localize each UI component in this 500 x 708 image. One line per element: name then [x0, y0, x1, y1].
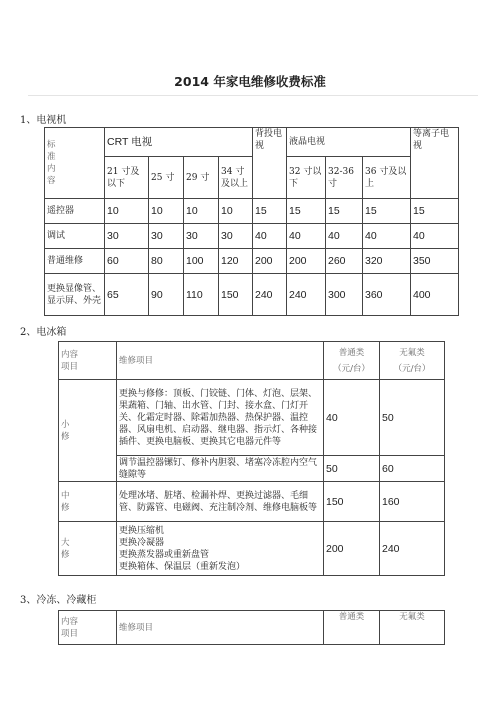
fridge-minor-repair-label: 小 修: [59, 380, 117, 482]
price-cell: 50: [324, 456, 380, 482]
fridge-normal-label: 普通类: [338, 347, 365, 358]
price-cell: 15: [253, 199, 287, 224]
price-cell: 15: [363, 199, 411, 224]
tv-group-rear-projection: 背投电视: [253, 128, 287, 199]
row-label: 更换显像管、显示屏、外壳: [45, 274, 105, 316]
tv-size-header: 36 寸及以上: [363, 157, 411, 199]
price-cell: 120: [219, 249, 253, 274]
price-cell: 80: [149, 249, 184, 274]
price-cell: 60: [105, 249, 149, 274]
tv-group-crt: CRT 电视: [105, 128, 253, 157]
price-cell: 360: [363, 274, 411, 316]
price-cell: 200: [324, 522, 380, 576]
freezer-nofluor-header: 无氟类: [380, 611, 445, 645]
table-row: [59, 380, 445, 456]
repair-desc: 更换压缩机 更换冷凝器 更换蒸发器或重新盘管 更换箱体、保温层（重新发泡）: [117, 522, 324, 576]
row-label: 遥控器: [45, 199, 105, 224]
tv-group-lcd: 液晶电视: [287, 128, 411, 157]
freezer-price-table: [58, 610, 445, 645]
price-cell: 10: [184, 199, 219, 224]
price-cell: 300: [326, 274, 363, 316]
fridge-items-header: 维修项目: [117, 342, 324, 380]
table-row: [45, 249, 459, 274]
tv-group-plasma: 等离子电视: [411, 128, 459, 199]
price-cell: 260: [326, 249, 363, 274]
price-cell: 350: [411, 249, 459, 274]
price-cell: 10: [105, 199, 149, 224]
page-title: 2014 年家电维修收费标准: [174, 74, 326, 89]
price-cell: 60: [380, 456, 445, 482]
repair-desc: 处理冰堵、脏堵、检漏补焊、更换过滤器、毛细管、防露管、电磁阀、充注制冷剂、维修电脑板等: [117, 482, 324, 522]
price-cell: 30: [149, 224, 184, 249]
fridge-normal-header: [324, 342, 380, 380]
tv-size-header: 21 寸及以下: [105, 157, 149, 199]
fridge-normal-unit: （元/台）: [333, 363, 370, 374]
price-cell: 15: [287, 199, 326, 224]
price-cell: 200: [253, 249, 287, 274]
fridge-corner-header: 内容 项目: [59, 342, 117, 380]
row-label: 调试: [45, 224, 105, 249]
section-heading-freezer: 3、冷冻、冷藏柜: [20, 595, 97, 606]
price-cell: 40: [326, 224, 363, 249]
table-row: [59, 482, 445, 522]
tv-size-header: 25 寸: [149, 157, 184, 199]
fridge-major-repair-label: 大 修: [59, 522, 117, 576]
freezer-items-header: 维修项目: [117, 611, 324, 645]
fridge-medium-repair-label: 中 修: [59, 482, 117, 522]
title-divider: [28, 95, 478, 96]
fridge-nofluor-unit: （元/台）: [393, 363, 431, 374]
repair-desc: 调节温控器镙钉、修补内胆裂、堵塞冷冻腔内空气缝隙等: [117, 456, 324, 482]
price-cell: 90: [149, 274, 184, 316]
repair-desc: 更换与修修：顶板、门铰链、门体、灯泡、层架、果蔬箱、门轴、出水管、门封、接水盒、门灯开关、化霜定时器、除霜加热器、热保护器、温控器、风扇电机、启动器、继电器、指示灯、各种接插件、更换电脑板、更换其它电器元件等: [117, 380, 324, 456]
fridge-nofluor-header: [380, 342, 445, 380]
freezer-normal-header: 普通类: [324, 611, 380, 645]
price-cell: 40: [253, 224, 287, 249]
price-cell: 10: [149, 199, 184, 224]
price-cell: 110: [184, 274, 219, 316]
price-cell: 150: [324, 482, 380, 522]
price-cell: 160: [380, 482, 445, 522]
price-cell: 40: [324, 380, 380, 456]
tv-corner-header: 标 准 内 容: [45, 128, 105, 199]
table-row: [45, 199, 459, 224]
price-cell: 240: [380, 522, 445, 576]
table-row: [59, 456, 445, 482]
price-cell: 30: [105, 224, 149, 249]
section-heading-tv: 1、电视机: [20, 115, 67, 126]
table-row: [59, 522, 445, 576]
fridge-nofluor-label: 无氟类: [399, 347, 425, 358]
price-cell: 200: [287, 249, 326, 274]
price-cell: 240: [287, 274, 326, 316]
section-heading-fridge: 2、电冰箱: [20, 327, 67, 338]
price-cell: 30: [219, 224, 253, 249]
tv-size-header: 34 寸及以上: [219, 157, 253, 199]
price-cell: 65: [105, 274, 149, 316]
tv-size-header: 32-36 寸: [326, 157, 363, 199]
price-cell: 50: [380, 380, 445, 456]
price-cell: 100: [184, 249, 219, 274]
price-cell: 320: [363, 249, 411, 274]
price-cell: 400: [411, 274, 459, 316]
price-cell: 240: [253, 274, 287, 316]
price-cell: 40: [363, 224, 411, 249]
price-cell: 40: [287, 224, 326, 249]
fridge-price-table: [58, 341, 445, 576]
tv-price-table: [44, 127, 459, 316]
price-cell: 15: [326, 199, 363, 224]
freezer-corner-header: 内容 项目: [59, 611, 117, 645]
table-row: [45, 274, 459, 316]
row-label: 普通维修: [45, 249, 105, 274]
price-cell: 150: [219, 274, 253, 316]
tv-size-header: 29 寸: [184, 157, 219, 199]
table-row: [45, 224, 459, 249]
price-cell: 30: [184, 224, 219, 249]
price-cell: 10: [219, 199, 253, 224]
price-cell: 15: [411, 199, 459, 224]
price-cell: 40: [411, 224, 459, 249]
tv-size-header: 32 寸以下: [287, 157, 326, 199]
